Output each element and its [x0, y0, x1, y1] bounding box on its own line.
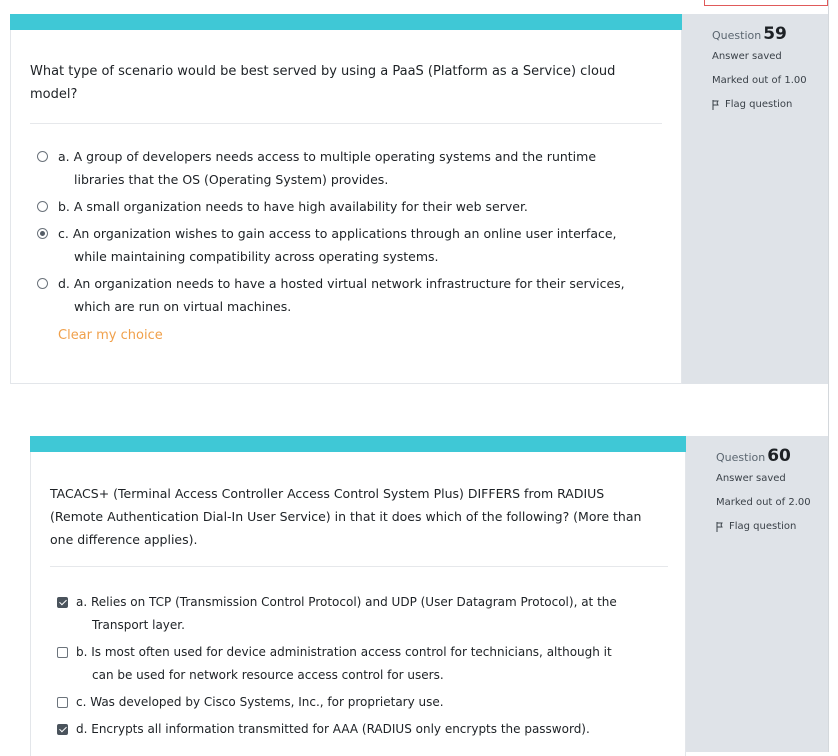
radio-option-b[interactable] — [37, 201, 48, 212]
question-text: What type of scenario would be best served by using a PaaS (Platform as a Service) cloud model? — [30, 64, 616, 102]
radio-option-c[interactable] — [37, 228, 48, 239]
option-b-label[interactable]: b. Is most often used for device administration access control for technicians, although it can be used for network resource access control for users. — [76, 645, 612, 682]
question-number: Question 59 — [712, 24, 787, 44]
option-d-label[interactable]: d. Encrypts all information transmitted for AAA (RADIUS only encrypts the password). — [76, 722, 590, 736]
option-b-label[interactable]: b. A small organization needs to have high availability for their web server. — [58, 199, 528, 214]
question-accent-bar — [30, 436, 686, 452]
question-info-panel — [682, 14, 828, 384]
checkbox-option-b[interactable] — [57, 647, 68, 658]
marked-out-of: Marked out of 2.00 — [716, 497, 811, 508]
option-c-label[interactable]: c. An organization wishes to gain access to applications through an online user interface, while maintaining compatibility across operating systems. — [58, 226, 617, 264]
divider — [30, 123, 662, 124]
option-d-label[interactable]: d. An organization needs to have a hosted virtual network infrastructure for their services, which are run on virtual machines. — [58, 276, 625, 314]
answer-status: Answer saved — [712, 51, 782, 62]
flag-icon — [712, 100, 719, 110]
option-c-label[interactable]: c. Was developed by Cisco Systems, Inc., for proprietary use. — [76, 695, 444, 709]
answer-status: Answer saved — [716, 473, 786, 484]
option-a-label[interactable]: a. A group of developers needs access to multiple operating systems and the runtime libraries that the OS (Operating System) provides. — [58, 149, 597, 187]
radio-option-d[interactable] — [37, 278, 48, 289]
question-info-panel — [686, 436, 828, 752]
page-edge — [828, 0, 829, 752]
question-text: TACACS+ (Terminal Access Controller Access Control System Plus) DIFFERS from RADIUS (Remote Authentication Dial-In User Service) in that it does which of the following? (More than one difference applies). — [50, 486, 642, 547]
question-accent-bar — [10, 14, 682, 30]
flag-icon — [716, 522, 723, 532]
option-a-label[interactable]: a. Relies on TCP (Transmission Control Protocol) and UDP (User Datagram Protocol), at the Transport layer. — [76, 595, 617, 632]
flag-question-link[interactable]: Flag question — [716, 521, 828, 532]
top-badge — [704, 0, 828, 6]
clear-my-choice-link[interactable]: Clear my choice — [58, 328, 163, 343]
divider — [50, 566, 668, 567]
radio-option-a[interactable] — [37, 151, 48, 162]
checkbox-option-d[interactable] — [57, 724, 68, 735]
checkbox-option-c[interactable] — [57, 697, 68, 708]
checkbox-option-a[interactable] — [57, 597, 68, 608]
flag-question-link[interactable]: Flag question — [712, 99, 828, 110]
question-number: Question 60 — [716, 446, 791, 466]
marked-out-of: Marked out of 1.00 — [712, 75, 807, 86]
